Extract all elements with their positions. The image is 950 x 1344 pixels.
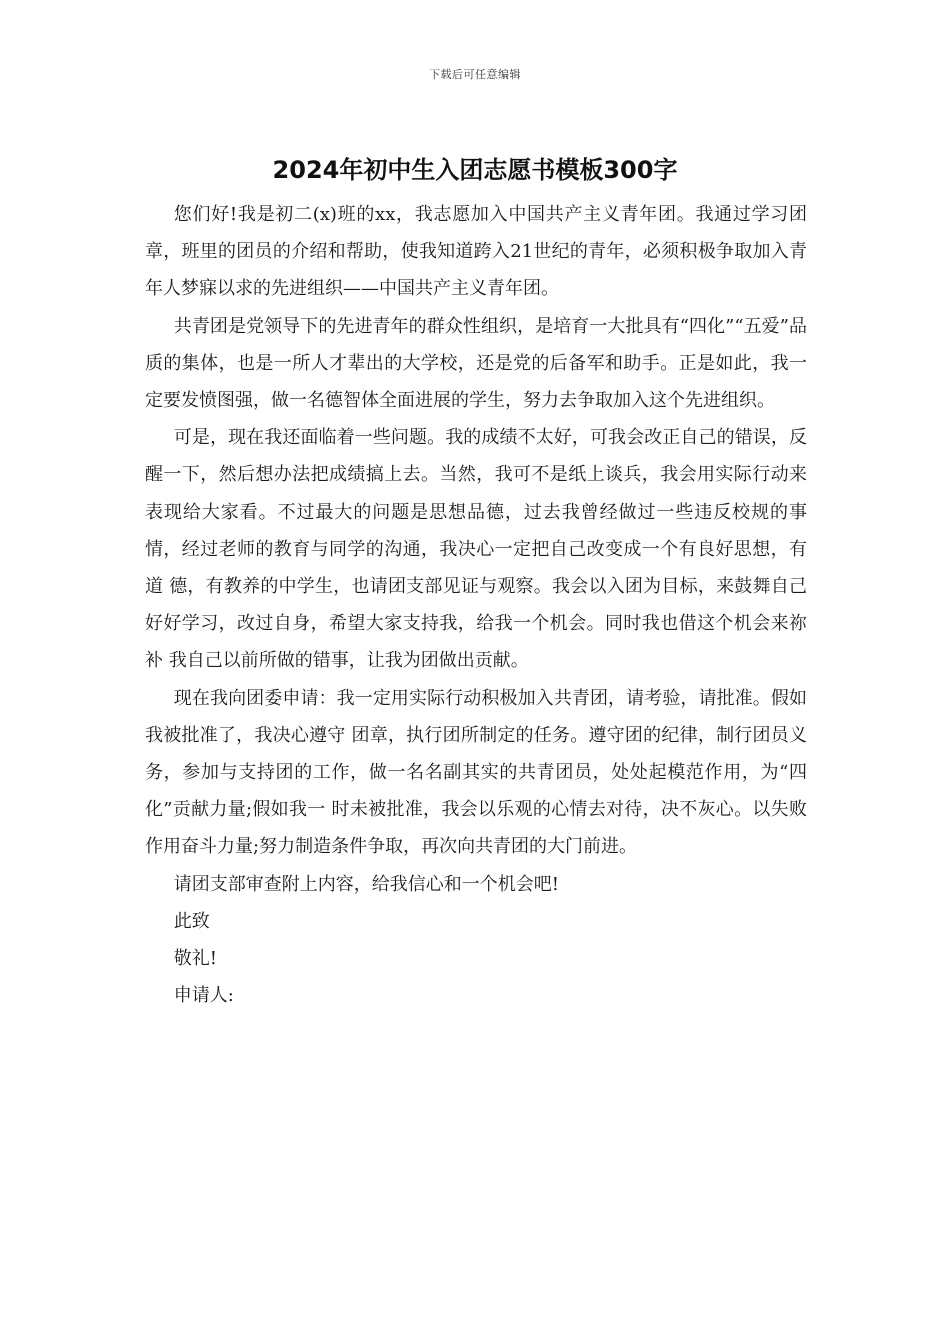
- paragraph-2: 共青团是党领导下的先进青年的群众性组织，是培育一大批具有“四化”“五爱”品质的集体，也是一所人才辈出的大学校，还是党的后备军和助手。正是如此，我一定要发愤图强，做一名德智体全面进展的学生，努力去争取加入这个先进组织。: [145, 315, 807, 412]
- closing-salutation: 此致: [173, 910, 210, 932]
- applicant-label: 申请人:: [173, 985, 234, 1007]
- paragraph-1: 您们好!我是初二(x)班的xx，我志愿加入中国共产主义青年团。我通过学习团章，班里的团员的介绍和帮助，使我知道跨入21世纪的青年，必须积极争取加入青年人梦寐以求的先进组织——中国共产主义青年团。: [145, 204, 807, 300]
- paragraph-5: 请团支部审查附上内容，给我信心和一个机会吧!: [173, 873, 560, 895]
- closing-regards: 敬礼!: [173, 948, 218, 970]
- header-note: 下载后可任意编辑: [429, 68, 521, 81]
- paragraph-3: 可是，现在我还面临着一些问题。我的成绩不太好，可我会改正自己的错误，反醒一下，然后想办法把成绩搞上去。当然，我可不是纸上谈兵，我会用实际行动来 表现给大家看。不过最大的问题是思想品德，过去我曾经做过一些违反校规的事情，经过老师的教育与同学的沟通，我决心一定把自己改变成一个有良好思想，有道 德，有教养的中学生，也请团支部见证与观察。我会以入团为目标，来鼓舞自己好好学习，改过自身，希望大家支持我，给我一个机会。同时我也借这个机会来祢补 我自己以前所做的错事，让我为团做出贡献。: [145, 427, 807, 672]
- document-body: [145, 196, 807, 1014]
- document-title: 2024年初中生入团志愿书模板300字: [272, 156, 678, 184]
- paragraph-4: 现在我向团委申请：我一定用实际行动积极加入共青团，请考验，请批准。假如我被批准了，我决心遵守 团章，执行团所制定的任务。遵守团的纪律，制行团员义务，参加与支持团的工作，做一名名副其实的共青团员，处处起模范作用，为“四化”贡献力量;假如我一 时未被批准，我会以乐观的心情去对待，决不灰心。以失败作用奋斗力量;努力制造条件争取，再次向共青团的大门前进。: [145, 687, 807, 858]
